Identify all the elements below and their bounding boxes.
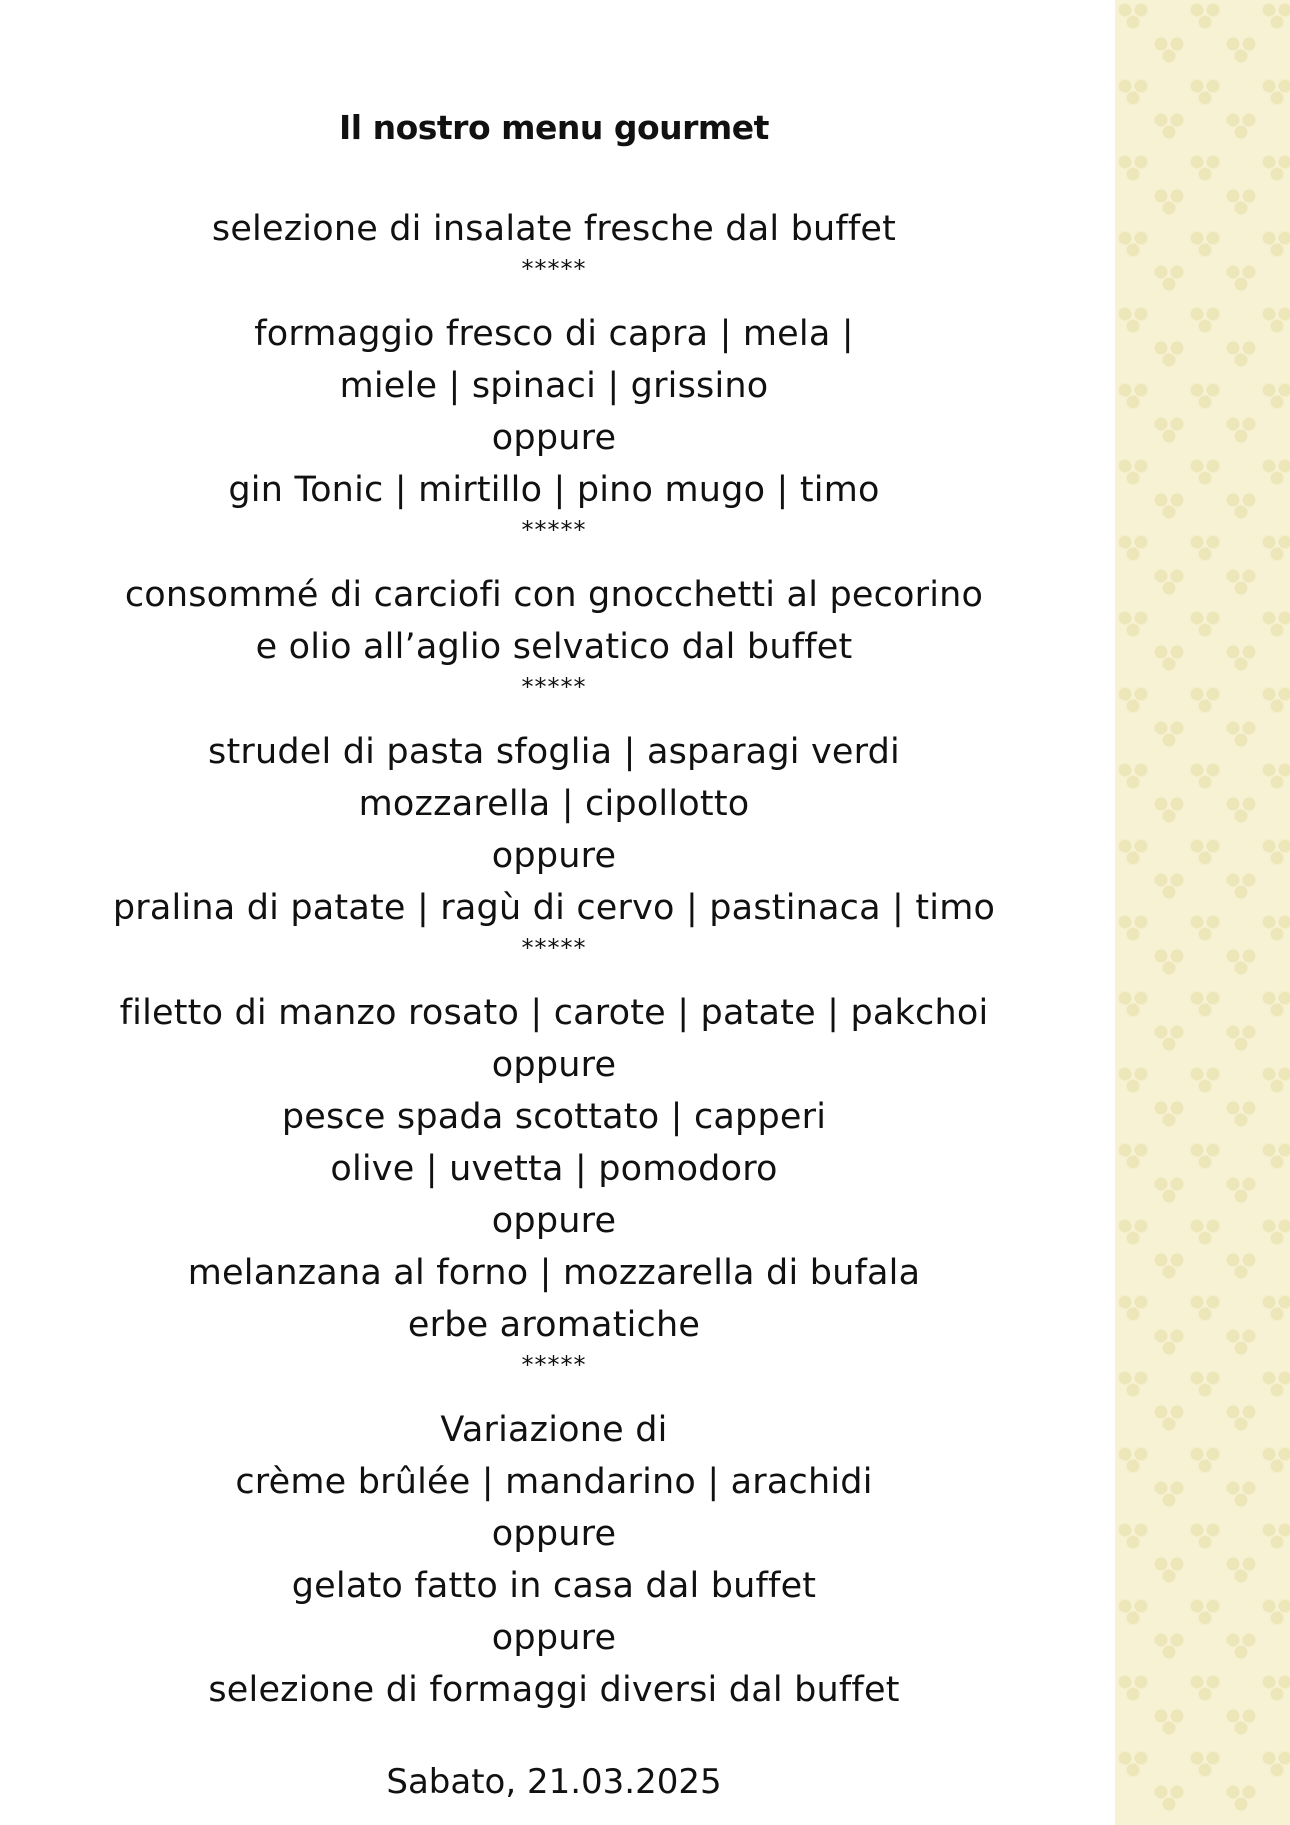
menu-line: pralina di patate | ragù di cervo | pastinaca | timo <box>112 888 996 928</box>
menu-line: crème brûlée | mandarino | arachidi <box>235 1462 873 1502</box>
menu-line: Variazione di <box>440 1410 668 1450</box>
menu-line: formaggio fresco di capra | mela | <box>254 314 854 354</box>
menu-line: oppure <box>491 836 617 876</box>
menu-line: olive | uvetta | pomodoro <box>330 1149 778 1189</box>
menu-line: oppure <box>491 1045 617 1085</box>
menu-line: miele | spinaci | grissino <box>339 366 769 406</box>
course-separator: ***** <box>521 673 587 701</box>
course-separator: ***** <box>521 516 587 544</box>
course-separator: ***** <box>521 934 587 962</box>
menu-line: filetto di manzo rosato | carote | patate | pakchoi <box>119 993 989 1033</box>
menu-line: oppure <box>491 418 617 458</box>
menu-line: e olio all’aglio selvatico dal buffet <box>255 627 853 667</box>
menu-date: Sabato, 21.03.2025 <box>386 1762 722 1802</box>
menu-line: selezione di insalate fresche dal buffet <box>211 209 897 249</box>
menu-line: gin Tonic | mirtillo | pino mugo | timo <box>228 470 880 510</box>
menu-line: strudel di pasta sfoglia | asparagi verdi <box>208 732 900 772</box>
menu-line: selezione di formaggi diversi dal buffet <box>208 1670 900 1710</box>
menu-line: oppure <box>491 1201 617 1241</box>
menu-title: Il nostro menu gourmet <box>339 108 769 147</box>
decorative-pattern-strip <box>1115 0 1290 1825</box>
menu-line: gelato fatto in casa dal buffet <box>291 1566 817 1606</box>
menu-line: melanzana al forno | mozzarella di bufala <box>187 1253 921 1293</box>
menu-line: pesce spada scottato | capperi <box>281 1097 827 1137</box>
menu-line: mozzarella | cipollotto <box>358 784 750 824</box>
menu-line: oppure <box>491 1514 617 1554</box>
course-separator: ***** <box>521 1351 587 1379</box>
menu-line: consommé di carciofi con gnocchetti al pecorino <box>124 575 984 615</box>
menu-list <box>0 203 1108 1716</box>
menu-line: erbe aromatiche <box>407 1305 701 1345</box>
course-separator: ***** <box>521 255 587 283</box>
menu-line: oppure <box>491 1618 617 1658</box>
